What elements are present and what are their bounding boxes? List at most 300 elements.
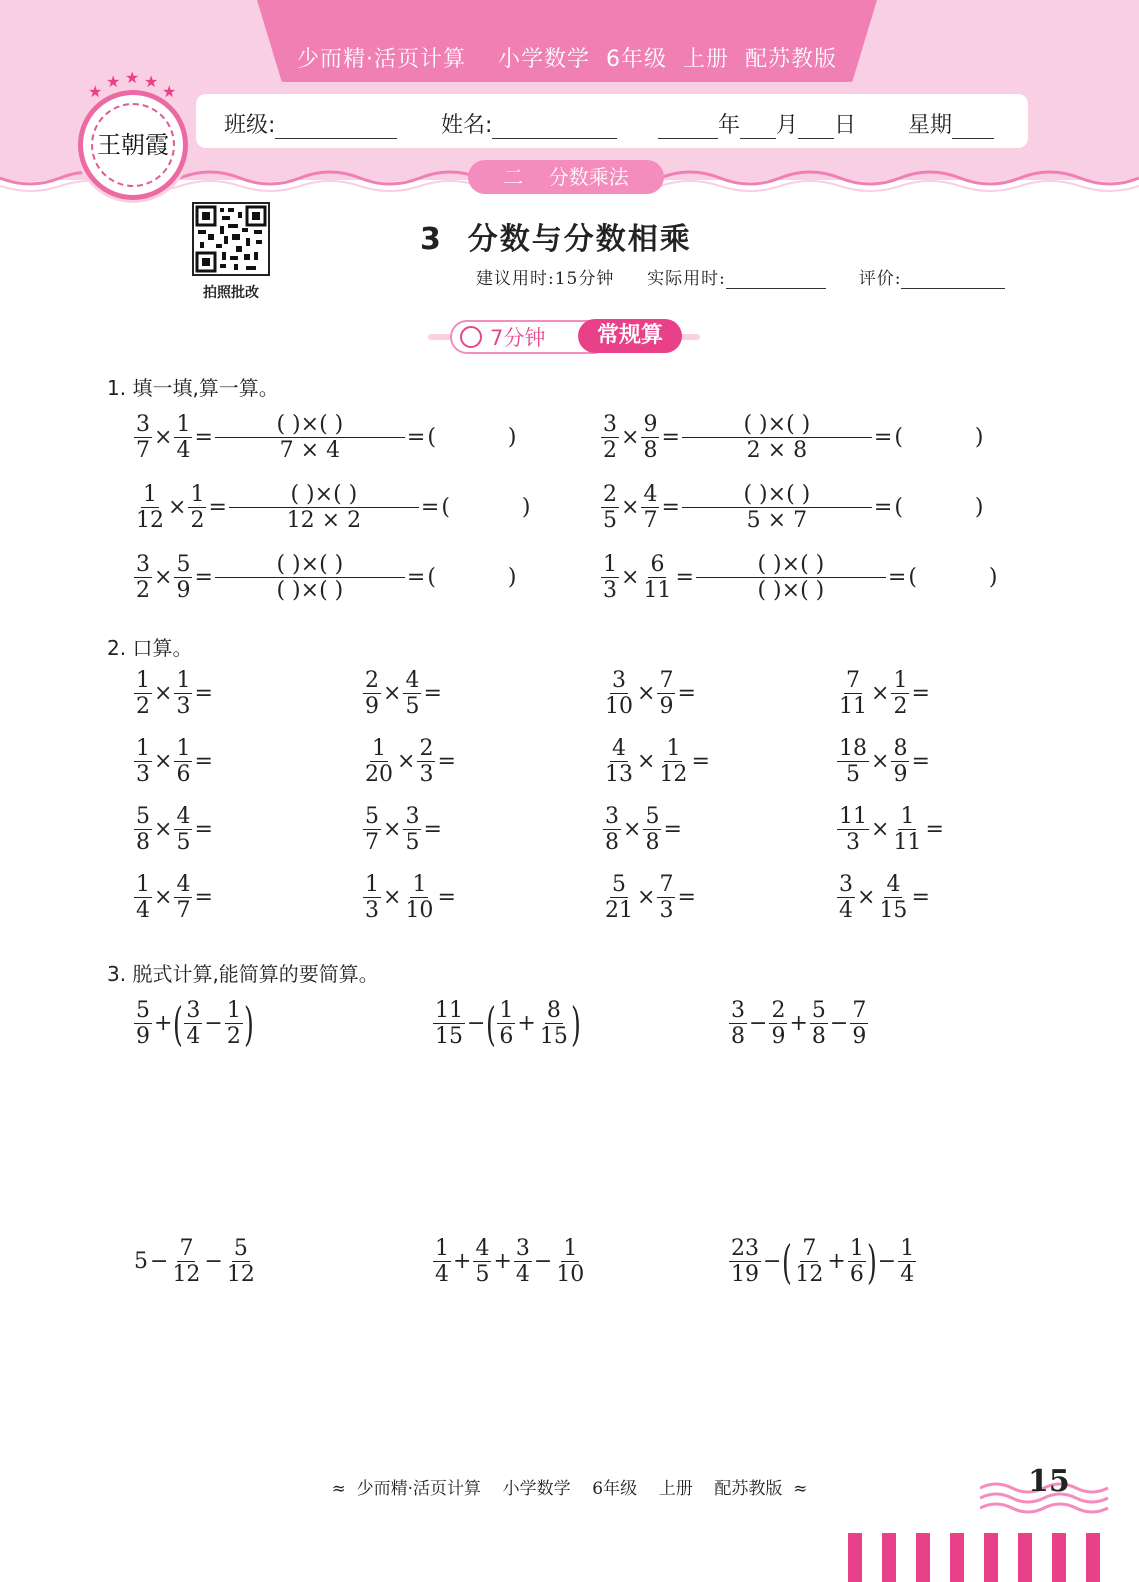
- numerator: 8: [546, 998, 561, 1023]
- operator: −: [763, 1248, 782, 1274]
- operator: =: [208, 494, 227, 520]
- numerator: 7: [179, 1236, 194, 1261]
- operator: ×: [154, 748, 173, 774]
- denominator: 6: [849, 1262, 864, 1288]
- operator: (: [441, 494, 450, 520]
- numerator: 2: [365, 668, 379, 693]
- fraction: [473, 1236, 491, 1288]
- operator: =: [194, 680, 213, 706]
- operator: ×: [623, 816, 642, 842]
- numerator: 1: [499, 998, 514, 1023]
- denominator: 8: [811, 1024, 826, 1050]
- operator: =: [437, 884, 456, 910]
- numerator: 1: [900, 1236, 915, 1261]
- fraction: [514, 1236, 532, 1288]
- fraction: [729, 998, 747, 1050]
- fraction: [641, 412, 659, 464]
- denominator: 3: [176, 694, 191, 720]
- numerator: 8: [893, 736, 908, 761]
- operator: =: [437, 748, 456, 774]
- fraction: [603, 736, 635, 788]
- fraction: [363, 736, 395, 788]
- qr-caption: 拍照批改: [203, 285, 259, 301]
- footer-text: ≈ 少而精·活页计算 小学数学 6年级 上册 配苏教版 ≈: [331, 1479, 808, 1499]
- denominator: 5: [405, 694, 420, 720]
- right-paren: ): [866, 1234, 877, 1289]
- fraction: [134, 668, 152, 720]
- numerator: 3: [136, 552, 150, 577]
- numerator: 4: [643, 482, 658, 507]
- operator: −: [533, 1248, 553, 1274]
- operator: =: [663, 816, 682, 842]
- time-info: [476, 264, 1005, 289]
- operator: =: [911, 748, 930, 774]
- operator: =: [194, 816, 213, 842]
- denominator: 12: [136, 508, 164, 534]
- fraction: [657, 872, 675, 924]
- denominator: 12 × 2: [286, 508, 362, 534]
- operator: (: [894, 494, 903, 520]
- numerator: 4: [405, 668, 420, 693]
- numerator: ( )×( ): [215, 552, 405, 578]
- fraction: [603, 872, 635, 924]
- numerator: 3: [186, 998, 201, 1023]
- class-field[interactable]: [224, 108, 397, 139]
- fraction: [184, 998, 202, 1050]
- denominator: 9: [852, 1024, 867, 1050]
- operator: +: [789, 1010, 808, 1036]
- oral-calc-item: [602, 668, 697, 720]
- numerator: 3: [405, 804, 420, 829]
- operator: ×: [397, 748, 416, 774]
- expression: [728, 1236, 917, 1288]
- oral-calc-item: [133, 736, 214, 788]
- denominator: 3: [365, 898, 379, 924]
- numerator: 4: [886, 872, 901, 897]
- denominator: 2 × 8: [746, 438, 808, 464]
- logo-text: 王朝霞: [97, 131, 169, 159]
- numerator: 23: [731, 1236, 759, 1261]
- operator: −: [749, 1010, 768, 1036]
- denominator: 9: [176, 578, 191, 604]
- date-field[interactable]: [658, 108, 856, 139]
- numerator: 1: [372, 736, 386, 761]
- numerator: 11: [839, 804, 867, 829]
- oral-calc-item: [602, 804, 683, 856]
- oral-calc-item: [133, 804, 214, 856]
- numerator: 4: [475, 1236, 490, 1261]
- denominator: 7: [176, 898, 191, 924]
- oral-calc-item: [133, 872, 214, 924]
- fraction: [891, 668, 909, 720]
- operator: +: [827, 1248, 846, 1274]
- student-info-box: [196, 94, 1028, 148]
- denominator: 10: [605, 694, 633, 720]
- numerator: 1: [136, 872, 150, 897]
- denominator: 6: [499, 1024, 514, 1050]
- numerator: 1: [435, 1236, 449, 1261]
- operator: +: [493, 1248, 512, 1274]
- fraction: [403, 872, 435, 924]
- fraction: [134, 736, 152, 788]
- operator: −: [204, 1010, 223, 1036]
- operator: −: [877, 1248, 897, 1274]
- numerator: 1: [136, 736, 150, 761]
- denominator: 7: [643, 508, 658, 534]
- numerator: 1: [176, 668, 191, 693]
- operator: =: [423, 816, 442, 842]
- operator: =: [677, 680, 696, 706]
- numerator: ( )×( ): [215, 412, 405, 438]
- fraction: [433, 1236, 451, 1288]
- fraction: [188, 482, 206, 534]
- fraction: [643, 804, 661, 856]
- operator: ): [974, 494, 984, 520]
- operator: =: [925, 816, 944, 842]
- denominator: 8: [731, 1024, 745, 1050]
- operator: ×: [383, 884, 402, 910]
- fraction: [225, 998, 243, 1050]
- numerator: 7: [846, 668, 860, 693]
- denominator: 4: [435, 1262, 449, 1288]
- operator: −: [204, 1248, 223, 1274]
- denominator: 12: [226, 1262, 255, 1288]
- denominator: 7: [365, 830, 379, 856]
- operator: =: [911, 884, 930, 910]
- fraction: [215, 552, 405, 604]
- star-icon: ★: [106, 72, 121, 91]
- operator: (: [427, 424, 436, 450]
- fraction: [601, 552, 619, 604]
- denominator: 2: [893, 694, 908, 720]
- numerator: 3: [612, 668, 626, 693]
- fraction: [682, 412, 872, 464]
- rating-label: 评价:: [858, 269, 902, 289]
- operator: +: [517, 1010, 536, 1036]
- numerator: 4: [176, 804, 191, 829]
- weekday-field[interactable]: [908, 108, 994, 139]
- denominator: ( )×( ): [276, 578, 344, 604]
- oral-calc-item: [362, 736, 457, 788]
- footer-bar: [1086, 1533, 1100, 1582]
- fraction: [363, 804, 381, 856]
- fraction: [170, 1236, 202, 1288]
- star-icon: ★: [162, 82, 177, 101]
- section-label: 二 分数乘法: [468, 160, 664, 194]
- fraction: [403, 668, 421, 720]
- denominator: 11: [643, 578, 672, 604]
- operator: ): [507, 424, 517, 450]
- qr-pattern-icon: [194, 204, 268, 274]
- fraction: [433, 998, 465, 1050]
- oral-calc-item: [836, 872, 931, 924]
- question-1-title: 1. 填一填,算一算。: [107, 376, 279, 400]
- oral-calc-item: [362, 668, 443, 720]
- numerator: 7: [659, 872, 674, 897]
- month-label: 月: [776, 113, 799, 138]
- numerator: 5: [811, 998, 826, 1023]
- numerator: 3: [605, 804, 619, 829]
- numerator: 5: [176, 552, 191, 577]
- fraction: [696, 552, 886, 604]
- operator: +: [453, 1248, 472, 1274]
- denominator: 4: [176, 438, 191, 464]
- badge-time: 7分钟: [490, 326, 546, 350]
- numerator: 5: [365, 804, 379, 829]
- expression: [133, 1236, 258, 1288]
- footer-bar: [848, 1533, 862, 1582]
- numerator: 2: [419, 736, 434, 761]
- numerator: 9: [643, 412, 658, 437]
- fraction: [837, 668, 869, 720]
- fill-in-equation: [133, 552, 518, 604]
- denominator: 5: [846, 762, 860, 788]
- fraction: [848, 1236, 866, 1288]
- oral-calc-item: [836, 804, 945, 856]
- numerator: 1: [900, 804, 915, 829]
- fraction: [769, 998, 787, 1050]
- denominator: 4: [515, 1262, 530, 1288]
- numerator: 1: [176, 412, 191, 437]
- denominator: 2: [136, 578, 150, 604]
- star-icon: ★: [144, 72, 159, 91]
- denominator: 5: [405, 830, 420, 856]
- fraction: [891, 804, 923, 856]
- numerator: 1: [143, 482, 157, 507]
- fraction: [601, 482, 619, 534]
- denominator: 2: [190, 508, 205, 534]
- operator: ): [521, 494, 531, 520]
- denominator: 9: [365, 694, 379, 720]
- denominator: 21: [605, 898, 633, 924]
- operator: −: [467, 1010, 486, 1036]
- numerator: 7: [852, 998, 867, 1023]
- numerator: 5: [233, 1236, 248, 1261]
- oral-calc-item: [836, 736, 931, 788]
- fraction: [134, 998, 152, 1050]
- question-3-title: 3. 脱式计算,能简算的要简算。: [107, 962, 379, 986]
- operator: ×: [871, 816, 890, 842]
- denominator: 3: [659, 898, 674, 924]
- denominator: 4: [186, 1024, 201, 1050]
- denominator: 5: [176, 830, 191, 856]
- operator: −: [829, 1010, 849, 1036]
- operator: (: [894, 424, 903, 450]
- fraction: [174, 668, 192, 720]
- footer-bar: [1018, 1533, 1032, 1582]
- operator: =: [420, 494, 440, 520]
- operator: =: [675, 564, 694, 590]
- operator: =: [423, 680, 442, 706]
- denominator: 9: [893, 762, 908, 788]
- operator: ×: [871, 748, 890, 774]
- numerator: 3: [731, 998, 745, 1023]
- operator: ): [507, 564, 517, 590]
- numerator: 7: [659, 668, 674, 693]
- denominator: 9: [659, 694, 674, 720]
- fraction: [603, 668, 635, 720]
- fraction: [174, 804, 192, 856]
- operator: =: [661, 424, 680, 450]
- fraction: [641, 482, 659, 534]
- denominator: 8: [643, 438, 658, 464]
- oral-calc-item: [602, 872, 697, 924]
- fraction: [682, 482, 872, 534]
- fraction: [891, 736, 909, 788]
- suggested-time: 建议用时:15分钟: [476, 269, 615, 289]
- numerator: 1: [563, 1236, 578, 1261]
- oral-calc-item: [133, 668, 214, 720]
- star-icon: ★: [125, 68, 140, 87]
- operator: =: [194, 564, 213, 590]
- brand-logo: [78, 90, 188, 200]
- fill-in-equation: [133, 412, 518, 464]
- clock-icon: [460, 326, 482, 348]
- fraction: [363, 872, 381, 924]
- denominator: 10: [556, 1262, 585, 1288]
- numerator: 18: [839, 736, 867, 761]
- denominator: 13: [605, 762, 633, 788]
- oral-calc-item: [602, 736, 711, 788]
- operator: ×: [154, 816, 173, 842]
- fill-in-equation: [600, 412, 985, 464]
- numerator: 1: [226, 998, 241, 1023]
- denominator: 20: [365, 762, 393, 788]
- operator: ×: [621, 424, 640, 450]
- class-label: 班级:: [224, 113, 276, 138]
- numerator: 1: [603, 552, 617, 577]
- denominator: 5 × 7: [746, 508, 808, 534]
- denominator: 11: [839, 694, 867, 720]
- numerator: ( )×( ): [229, 482, 419, 508]
- denominator: 12: [795, 1262, 824, 1288]
- denominator: 4: [900, 1262, 915, 1288]
- fraction: [898, 1236, 916, 1288]
- numerator: 3: [136, 412, 150, 437]
- denominator: 9: [771, 1024, 786, 1050]
- denominator: 2: [226, 1024, 241, 1050]
- denominator: 8: [645, 830, 660, 856]
- fraction: [793, 1236, 825, 1288]
- operator: ×: [621, 564, 640, 590]
- footer-bar: [916, 1533, 930, 1582]
- denominator: 12: [172, 1262, 201, 1288]
- fraction: [877, 872, 909, 924]
- denominator: 6: [176, 762, 191, 788]
- fraction: [837, 872, 855, 924]
- operator: ×: [637, 884, 656, 910]
- operator: ): [974, 424, 984, 450]
- denominator: 8: [136, 830, 150, 856]
- denominator: 3: [603, 578, 617, 604]
- numerator: ( )×( ): [682, 482, 872, 508]
- qr-code[interactable]: [192, 202, 270, 276]
- fraction: [174, 412, 192, 464]
- numerator: 3: [603, 412, 617, 437]
- operator: =: [194, 748, 213, 774]
- book-title: 少而精·活页计算 小学数学 6年级 上册 配苏教版: [297, 47, 837, 72]
- fraction: [134, 552, 152, 604]
- operator: =: [406, 564, 426, 590]
- fraction: [554, 1236, 586, 1288]
- operator: −: [150, 1248, 169, 1274]
- fraction: [363, 668, 381, 720]
- footer-bar: [882, 1533, 896, 1582]
- page-number: 15: [1028, 1464, 1070, 1499]
- fraction: [810, 998, 828, 1050]
- fraction: [229, 482, 419, 534]
- fraction: [215, 412, 405, 464]
- denominator: 3: [846, 830, 860, 856]
- denominator: 3: [136, 762, 150, 788]
- expression: [432, 1236, 587, 1288]
- fraction: [134, 872, 152, 924]
- denominator: ( )×( ): [757, 578, 825, 604]
- operator: ×: [383, 680, 402, 706]
- numerator: 5: [136, 998, 150, 1023]
- denominator: 5: [603, 508, 617, 534]
- fill-in-equation: [600, 552, 999, 604]
- fraction: [657, 668, 675, 720]
- fill-in-equation: [133, 482, 532, 534]
- fraction: [225, 1236, 257, 1288]
- numerator: 4: [612, 736, 626, 761]
- fraction: [641, 552, 673, 604]
- numerator: 2: [771, 998, 786, 1023]
- denominator: 5: [475, 1262, 490, 1288]
- fraction: [601, 412, 619, 464]
- fraction: [497, 998, 515, 1050]
- denominator: 9: [136, 1024, 150, 1050]
- footer-bar: [950, 1533, 964, 1582]
- operator: =: [691, 748, 710, 774]
- denominator: 12: [659, 762, 688, 788]
- operator: ×: [154, 424, 173, 450]
- denominator: 15: [539, 1024, 568, 1050]
- operator: ): [988, 564, 998, 590]
- operator: =: [873, 424, 893, 450]
- name-field[interactable]: [441, 108, 617, 139]
- numerator: 7: [802, 1236, 817, 1261]
- numerator: 5: [612, 872, 626, 897]
- numerator: 11: [435, 998, 463, 1023]
- operator: =: [887, 564, 907, 590]
- fraction: [174, 552, 192, 604]
- denominator: 15: [879, 898, 908, 924]
- operator: ×: [637, 680, 656, 706]
- footer-bar: [1052, 1533, 1066, 1582]
- fraction: [417, 736, 435, 788]
- operator: ×: [154, 884, 173, 910]
- denominator: 10: [405, 898, 434, 924]
- right-paren: ): [243, 996, 254, 1051]
- denominator: 19: [731, 1262, 759, 1288]
- operator: =: [677, 884, 696, 910]
- fraction: [538, 998, 570, 1050]
- name-label: 姓名:: [441, 113, 493, 138]
- operator: ×: [871, 680, 890, 706]
- oral-calc-item: [362, 804, 443, 856]
- operator: =: [661, 494, 680, 520]
- operator: =: [194, 424, 213, 450]
- operator: ×: [154, 680, 173, 706]
- operator: ×: [637, 748, 656, 774]
- badge-type: 常规算: [578, 319, 682, 353]
- fraction: [837, 736, 869, 788]
- denominator: 7: [136, 438, 150, 464]
- denominator: 4: [839, 898, 853, 924]
- numerator: 3: [515, 1236, 530, 1261]
